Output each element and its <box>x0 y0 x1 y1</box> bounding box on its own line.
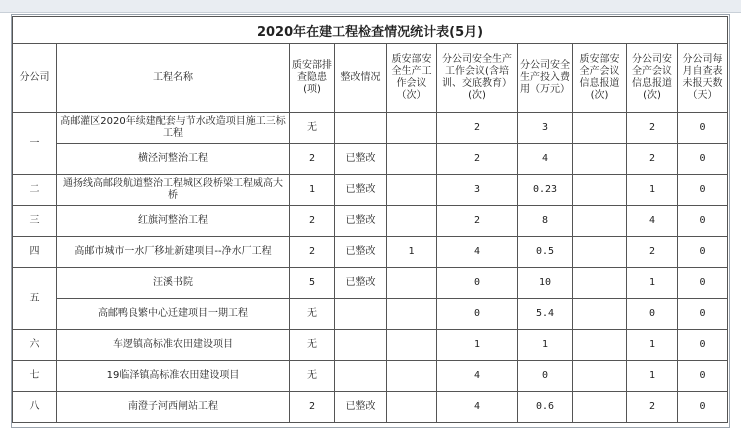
unreported-days-cell: 0 <box>678 113 728 144</box>
branch-meetings-cell: 2 <box>437 206 518 237</box>
branch-reports-cell: 2 <box>627 237 678 268</box>
branch-meetings-cell: 4 <box>437 237 518 268</box>
branch-reports-cell: 1 <box>627 330 678 361</box>
project-name-cell: 横泾河整治工程 <box>57 144 290 175</box>
qs-reports-cell <box>573 361 627 392</box>
rectify-cell: 已整改 <box>335 206 387 237</box>
hazards-cell: 无 <box>290 299 335 330</box>
investment-cell: 10 <box>518 268 573 299</box>
hazards-cell: 2 <box>290 144 335 175</box>
hazards-cell: 无 <box>290 330 335 361</box>
table-row <box>13 299 728 330</box>
header-qs-reports: 质安部安全产会议信息报道(次) <box>573 44 627 113</box>
company-cell: 四 <box>13 237 57 268</box>
unreported-days-cell: 0 <box>678 392 728 423</box>
rectify-cell <box>335 299 387 330</box>
unreported-days-cell: 0 <box>678 361 728 392</box>
hazards-cell: 2 <box>290 206 335 237</box>
qs-reports-cell <box>573 175 627 206</box>
qs-meetings-cell <box>387 175 437 206</box>
branch-reports-cell: 2 <box>627 144 678 175</box>
header-unreported-days: 分公司每月自查表未报天数（天） <box>678 44 728 113</box>
unreported-days-cell: 0 <box>678 268 728 299</box>
inspection-stats-table <box>12 16 728 423</box>
unreported-days-cell: 0 <box>678 206 728 237</box>
hazards-cell: 1 <box>290 175 335 206</box>
qs-meetings-cell <box>387 113 437 144</box>
company-cell: 五 <box>13 268 57 330</box>
hazards-cell: 无 <box>290 113 335 144</box>
company-cell: 一 <box>13 113 57 175</box>
investment-cell: 8 <box>518 206 573 237</box>
investment-cell: 5.4 <box>518 299 573 330</box>
page-title: 2020年在建工程检查情况统计表(5月) <box>13 17 728 44</box>
spreadsheet-header-strip <box>0 0 741 13</box>
header-hazards: 质安部排查隐患(项) <box>290 44 335 113</box>
investment-cell: 1 <box>518 330 573 361</box>
branch-reports-cell: 2 <box>627 113 678 144</box>
qs-reports-cell <box>573 299 627 330</box>
project-name-cell: 高邮市城市一水厂移址新建项目--净水厂工程 <box>57 237 290 268</box>
branch-meetings-cell: 0 <box>437 268 518 299</box>
table-row <box>13 330 728 361</box>
table-row <box>13 113 728 144</box>
qs-reports-cell <box>573 206 627 237</box>
qs-meetings-cell <box>387 144 437 175</box>
branch-meetings-cell: 2 <box>437 144 518 175</box>
rectify-cell: 已整改 <box>335 237 387 268</box>
project-name-cell: 车逻镇高标准农田建设项目 <box>57 330 290 361</box>
table-row <box>13 175 728 206</box>
qs-reports-cell <box>573 237 627 268</box>
branch-meetings-cell: 2 <box>437 113 518 144</box>
branch-reports-cell: 1 <box>627 361 678 392</box>
company-cell: 六 <box>13 330 57 361</box>
investment-cell: 3 <box>518 113 573 144</box>
branch-meetings-cell: 4 <box>437 392 518 423</box>
header-branch-meetings: 分公司安全生产工作会议(含培训、交底教育）(次) <box>437 44 518 113</box>
project-name-cell: 19临泽镇高标准农田建设项目 <box>57 361 290 392</box>
branch-meetings-cell: 1 <box>437 330 518 361</box>
header-project-name: 工程名称 <box>57 44 290 113</box>
branch-meetings-cell: 3 <box>437 175 518 206</box>
qs-meetings-cell <box>387 206 437 237</box>
project-name-cell: 红旗河整治工程 <box>57 206 290 237</box>
rectify-cell <box>335 113 387 144</box>
branch-reports-cell: 4 <box>627 206 678 237</box>
unreported-days-cell: 0 <box>678 330 728 361</box>
qs-reports-cell <box>573 268 627 299</box>
rectify-cell: 已整改 <box>335 144 387 175</box>
hazards-cell: 2 <box>290 392 335 423</box>
unreported-days-cell: 0 <box>678 237 728 268</box>
company-cell: 三 <box>13 206 57 237</box>
project-name-cell: 通扬线高邮段航道整治工程城区段桥梁工程威高大桥 <box>57 175 290 206</box>
qs-reports-cell <box>573 144 627 175</box>
qs-reports-cell <box>573 330 627 361</box>
branch-reports-cell: 0 <box>627 299 678 330</box>
rectify-cell: 已整改 <box>335 175 387 206</box>
hazards-cell: 2 <box>290 237 335 268</box>
table-row <box>13 268 728 299</box>
hazards-cell: 5 <box>290 268 335 299</box>
rectify-cell: 已整改 <box>335 268 387 299</box>
company-cell: 七 <box>13 361 57 392</box>
investment-cell: 0.23 <box>518 175 573 206</box>
table-row <box>13 361 728 392</box>
project-name-cell: 南澄子河西闸站工程 <box>57 392 290 423</box>
qs-meetings-cell <box>387 330 437 361</box>
header-company: 分公司 <box>13 44 57 113</box>
qs-reports-cell <box>573 113 627 144</box>
unreported-days-cell: 0 <box>678 175 728 206</box>
qs-meetings-cell <box>387 392 437 423</box>
header-rectify: 整改情况 <box>335 44 387 113</box>
unreported-days-cell: 0 <box>678 144 728 175</box>
qs-meetings-cell <box>387 299 437 330</box>
unreported-days-cell: 0 <box>678 299 728 330</box>
table-row <box>13 144 728 175</box>
project-name-cell: 汪溪书院 <box>57 268 290 299</box>
branch-meetings-cell: 4 <box>437 361 518 392</box>
table-row <box>13 206 728 237</box>
branch-reports-cell: 2 <box>627 392 678 423</box>
qs-meetings-cell <box>387 268 437 299</box>
investment-cell: 4 <box>518 144 573 175</box>
header-investment: 分公司安全生产投入费用（万元） <box>518 44 573 113</box>
branch-reports-cell: 1 <box>627 175 678 206</box>
header-row <box>13 44 728 113</box>
rectify-cell <box>335 330 387 361</box>
header-branch-reports: 分公司安全产会议信息报道(次) <box>627 44 678 113</box>
investment-cell: 0.6 <box>518 392 573 423</box>
table-row <box>13 237 728 268</box>
branch-reports-cell: 1 <box>627 268 678 299</box>
company-cell: 二 <box>13 175 57 206</box>
rectify-cell <box>335 361 387 392</box>
hazards-cell: 无 <box>290 361 335 392</box>
qs-meetings-cell: 1 <box>387 237 437 268</box>
project-name-cell: 高邮灌区2020年续建配套与节水改造项目施工三标工程 <box>57 113 290 144</box>
project-name-cell: 高邮鸭良繁中心迁建项目一期工程 <box>57 299 290 330</box>
table-row <box>13 392 728 423</box>
qs-reports-cell <box>573 392 627 423</box>
branch-meetings-cell: 0 <box>437 299 518 330</box>
investment-cell: 0 <box>518 361 573 392</box>
rectify-cell: 已整改 <box>335 392 387 423</box>
qs-meetings-cell <box>387 361 437 392</box>
header-qs-meetings: 质安部安全生产工作会议（次） <box>387 44 437 113</box>
investment-cell: 0.5 <box>518 237 573 268</box>
company-cell: 八 <box>13 392 57 423</box>
